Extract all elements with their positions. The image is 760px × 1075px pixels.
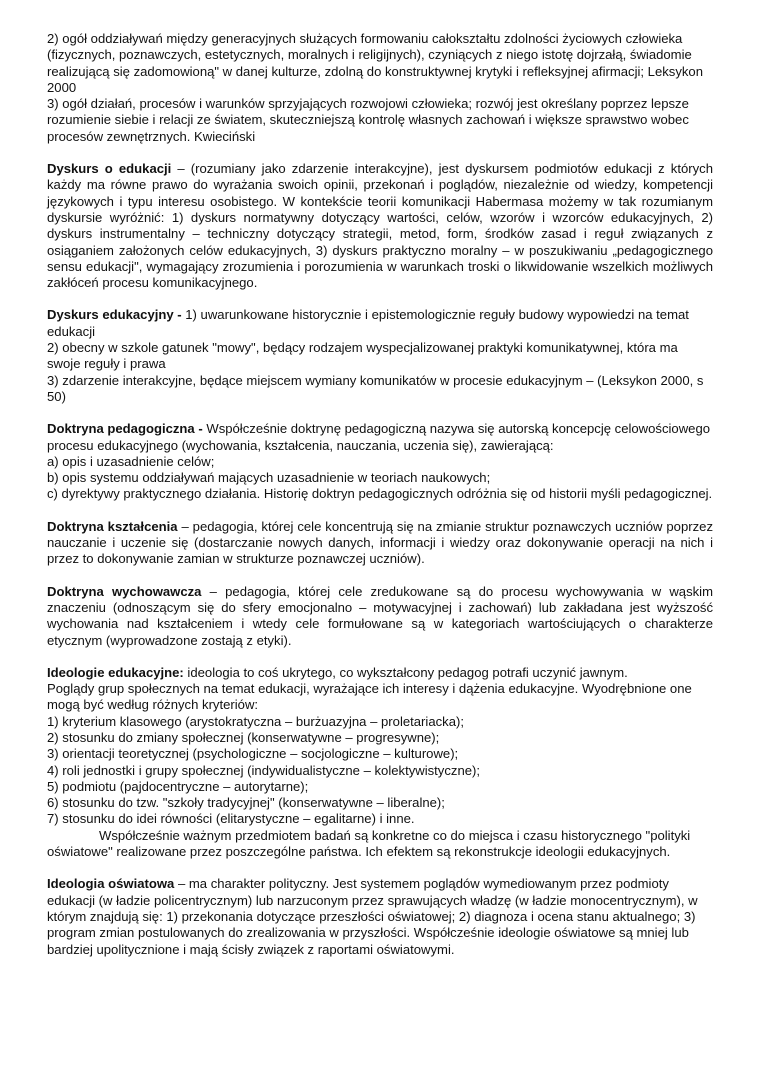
doktryna-pedagogiczna-intro: Współcześnie doktrynę pedagogiczną nazywa się autorską koncepcję celowościowego procesu edukacyjnego (wychowania, kształcenia, nauczania, uczenia się), zawierającą: bbox=[47, 421, 711, 453]
criterion-item: 4) roli jednostki i grupy społecznej (indywidualistyczne – kolektywistyczne); bbox=[47, 762, 481, 778]
criterion-item: 6) stosunku do tzw. "szkoły tradycyjnej" (konserwatywne – liberalne); bbox=[47, 795, 445, 811]
definition-doktryna-ksztalcenia: – pedagogia, której cele koncentrują się na zmianie struktur poznawczych uczniów poprzez nauczanie i uczenie się (dostarczanie nowych danych, informacji i wiedzy oraz dokonywanie operacji na nich i przez to dokonywanie zamian w strukturze poznawczej uczniów). bbox=[47, 518, 713, 567]
term-dyskurs-edukacyjny: Dyskurs edukacyjny - bbox=[47, 307, 182, 323]
section-doktryna-wychowawcza bbox=[47, 584, 713, 649]
ideologie-edukacyjne-closing bbox=[47, 828, 713, 861]
criterion-item: 3) orientacji teoretycznej (psychologiczne – socjologiczne – kulturowe); bbox=[47, 746, 459, 762]
criterion-item: 2) stosunku do zmiany społecznej (konserwatywne – progresywne); bbox=[47, 729, 440, 745]
section-dyskurs-o-edukacji bbox=[47, 161, 713, 291]
dyskurs-edukacyjny-item-1: 1) uwarunkowane historycznie i epistemologicznie reguły budowy wypowiedzi na temat edukacji bbox=[47, 307, 689, 339]
section-doktryna-pedagogiczna bbox=[47, 421, 713, 502]
definition-dyskurs-o-edukacji: – (rozumiany jako zdarzenie interakcyjne), jest dyskursem podmiotów edukacji z których każdy ma równe prawo do wyrażania swoich opinii, przekonań i poglądów, niezależnie od wiedzy, kompetencji językowych i typu interesu osobistego. W kontekście teorii komunikacji Habermasa możemy w tak rozumianym dyskursie wyróżnić: 1) dyskurs normatywny dotyczący wartości, celów, wzorów i wzorców edukacyjnych, 2) dyskurs instrumentalny – techniczny dotyczący strategii, metod, form, środków zasad i reguł związanych z osiąganiem założonych celów edukacyjnych, 3) dyskurs praktyczno moralny – w poszukiwaniu „pedagogicznego sensu edukacji", wymagający zrozumienia i porozumienia w warunkach troski o likwidowanie wszelkich możliwych zakłóceń procesu komunikacyjnego. bbox=[47, 161, 713, 291]
criterion-item: 1) kryterium klasowego (arystokratyczna – burżuazyjna – proletariacka); bbox=[47, 713, 464, 729]
section-ideologia-oswiatowa bbox=[47, 876, 713, 957]
term-dyskurs-o-edukacji: Dyskurs o edukacji bbox=[47, 161, 172, 177]
definition-doktryna-wychowawcza: – pedagogia, której cele zredukowane są do procesu wychowywania w wąskim znaczeniu (odnoszącym się do sfery emocjonalno – motywacyjnej i zachowań) lub zakładana jest wyższość wychowania nad kształceniem i wtedy cele formułowane są w kategoriach wartościujących o charakterze etycznym (wyprowadzone zostają z etyki). bbox=[47, 583, 714, 648]
term-doktryna-ksztalcenia: Doktryna kształcenia bbox=[47, 518, 178, 534]
definition-ideologia-oswiatowa: – ma charakter polityczny. Jest systemem poglądów wymediowanym przez podmioty edukacji (w ładzie policentrycznym) lub narzuconym przez sprawujących władzę (w ładzie monocentrycznym), w którym znajdują się: 1) przekonania dotyczące przeszłości oświatowej; 2) diagnoza i ocena stanu aktualnego; 3) program zmian postulowanych do zrealizowania w przyszłości. Współcześnie ideologie oświatowe są mniej lub bardziej upolitycznione i mają ścisły związek z raportami oświatowymi. bbox=[47, 876, 698, 957]
top-item-2: 2) ogół oddziaływań między generacyjnych służących formowaniu całokształtu zdolności życiowych człowieka (fizycznych, poznawczych, estetycznych, moralnych i religijnych), czyniących z niego istotę dojrzałą, świadomie realizującą się zadomowioną" w danej kulturze, zdolną do konstruktywnej krytyki i refleksyjnej afirmacji; Leksykon 2000 bbox=[47, 31, 703, 95]
criterion-item: 7) stosunku do idei równości (elitarystyczne – egalitarne) i inne. bbox=[47, 811, 415, 827]
section-ideologie-edukacyjne bbox=[47, 665, 713, 861]
term-doktryna-wychowawcza: Doktryna wychowawcza bbox=[47, 583, 202, 599]
ideologie-edukacyjne-closing-text: Współcześnie ważnym przedmiotem badań są konkretne co do miejsca i czasu historycznego "polityki oświatowe" realizowane przez poszczególne państwa. Ich efektem są rekonstrukcje ideologii edukacyjnych. bbox=[47, 827, 691, 860]
term-ideologie-edukacyjne: Ideologie edukacyjne: bbox=[47, 664, 184, 680]
document-page bbox=[47, 31, 713, 958]
ideologie-edukacyjne-line-1: ideologia to coś ukrytego, co wykształcony pedagog potrafi uczynić jawnym. bbox=[183, 664, 628, 680]
doktryna-pedagogiczna-c: c) dyrektywy praktycznego działania. Historię doktryn pedagogicznych odróżnia się od historii myśli pedagogicznej. bbox=[47, 486, 713, 502]
doktryna-pedagogiczna-a: a) opis i uzasadnienie celów; bbox=[47, 453, 215, 469]
ideologie-edukacyjne-line-2: Poglądy grup społecznych na temat edukacji, wyrażające ich interesy i dążenia edukacyjne. Wyodrębnione one mogą być według różnych kryteriów: bbox=[47, 681, 692, 713]
dyskurs-edukacyjny-item-2: 2) obecny w szkole gatunek "mowy", będący rodzajem wyspecjalizowanej praktyki komunikatywnej, która ma swoje reguły i prawa bbox=[47, 340, 678, 372]
criterion-item: 5) podmiotu (pajdocentryczne – autorytarne); bbox=[47, 778, 309, 794]
term-doktryna-pedagogiczna: Doktryna pedagogiczna - bbox=[47, 421, 203, 437]
section-doktryna-ksztalcenia bbox=[47, 519, 713, 568]
term-ideologia-oswiatowa: Ideologia oświatowa bbox=[47, 876, 175, 892]
doktryna-pedagogiczna-b: b) opis systemu oddziaływań mających uzasadnienie w teoriach naukowych; bbox=[47, 470, 491, 486]
top-item-3: 3) ogół działań, procesów i warunków sprzyjających rozwojowi człowieka; rozwój jest określany poprzez lepsze rozumienie siebie i relacji ze światem, skuteczniejszą kontrolę własnych zachowań i większe sprawstwo wobec procesów zewnętrznych. Kwieciński bbox=[47, 96, 689, 144]
section-dyskurs-edukacyjny bbox=[47, 307, 713, 405]
dyskurs-edukacyjny-item-3: 3) zdarzenie interakcyjne, będące miejscem wymiany komunikatów w procesie edukacyjnym – (Leksykon 2000, s 50) bbox=[47, 372, 704, 404]
